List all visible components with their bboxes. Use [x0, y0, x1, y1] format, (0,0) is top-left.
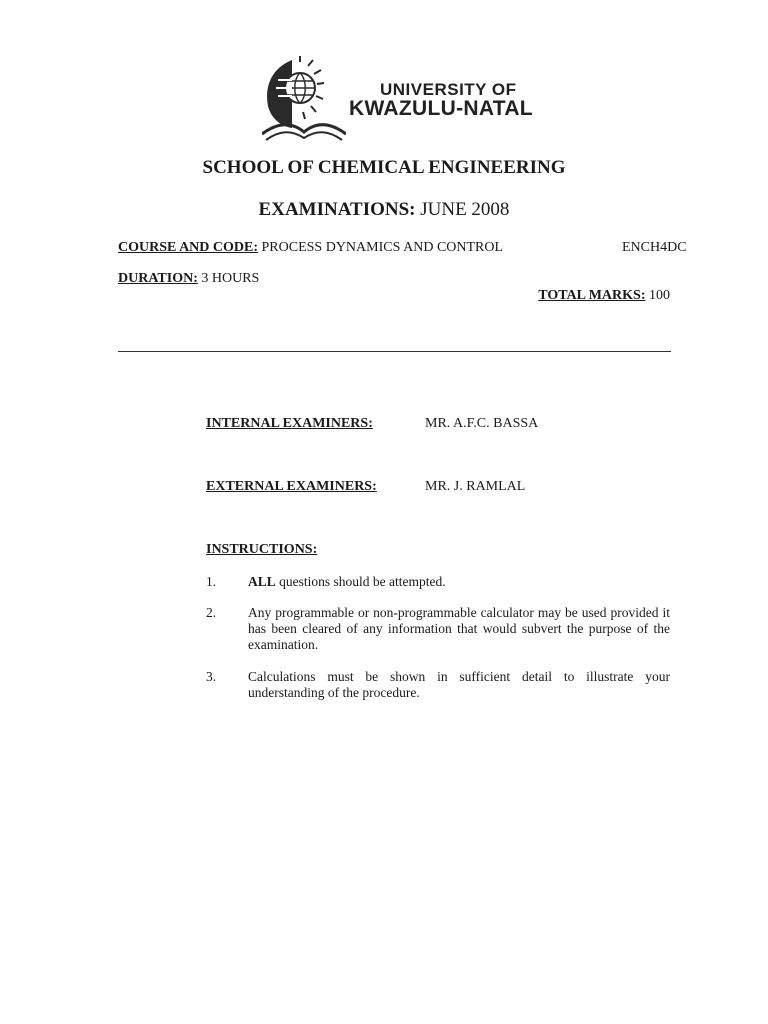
instruction-text: Any programmable or non-programmable calculator may be used provided it has been cleared of any information that would subvert the purpose of the examination.	[248, 605, 670, 652]
university-name-line2: KWAZULU-NATAL	[349, 97, 533, 120]
duration-label: DURATION:	[118, 271, 198, 286]
instruction-text: Calculations must be shown in sufficient detail to illustrate your understanding of the procedure.	[248, 669, 670, 700]
course-name: PROCESS DYNAMICS AND CONTROL	[261, 240, 504, 255]
university-name-line1: UNIVERSITY OF	[380, 80, 517, 99]
total-marks-label: TOTAL MARKS:	[538, 288, 646, 303]
instruction-body: questions should be attempted.	[275, 574, 446, 589]
instruction-number: 3.	[206, 669, 217, 684]
total-marks-value: 100	[649, 288, 670, 303]
exam-session: JUNE 2008	[420, 199, 510, 220]
instructions-heading: INSTRUCTIONS:	[206, 542, 318, 557]
instruction-number: 2.	[206, 605, 217, 620]
instruction-emphasis: ALL	[248, 574, 276, 589]
total-marks-row	[538, 288, 670, 304]
internal-examiners-label: INTERNAL EXAMINERS:	[206, 416, 373, 431]
duration-row	[118, 271, 259, 287]
course-code: ENCH4DC	[622, 240, 687, 255]
exam-label: EXAMINATIONS:	[258, 199, 416, 220]
course-label: COURSE AND CODE:	[118, 240, 259, 255]
internal-examiners-value: MR. A.F.C. BASSA	[425, 416, 539, 431]
school-title: SCHOOL OF CHEMICAL ENGINEERING	[202, 157, 566, 178]
external-examiners-label: EXTERNAL EXAMINERS:	[206, 479, 377, 494]
instruction-number: 1.	[206, 574, 217, 589]
duration-value: 3 HOURS	[201, 271, 260, 286]
instruction-text	[248, 574, 670, 590]
university-crest-icon	[262, 56, 346, 142]
course-row	[118, 240, 503, 256]
external-examiners-value: MR. J. RAMLAL	[425, 479, 526, 494]
divider	[118, 351, 671, 352]
exam-title	[0, 199, 768, 221]
